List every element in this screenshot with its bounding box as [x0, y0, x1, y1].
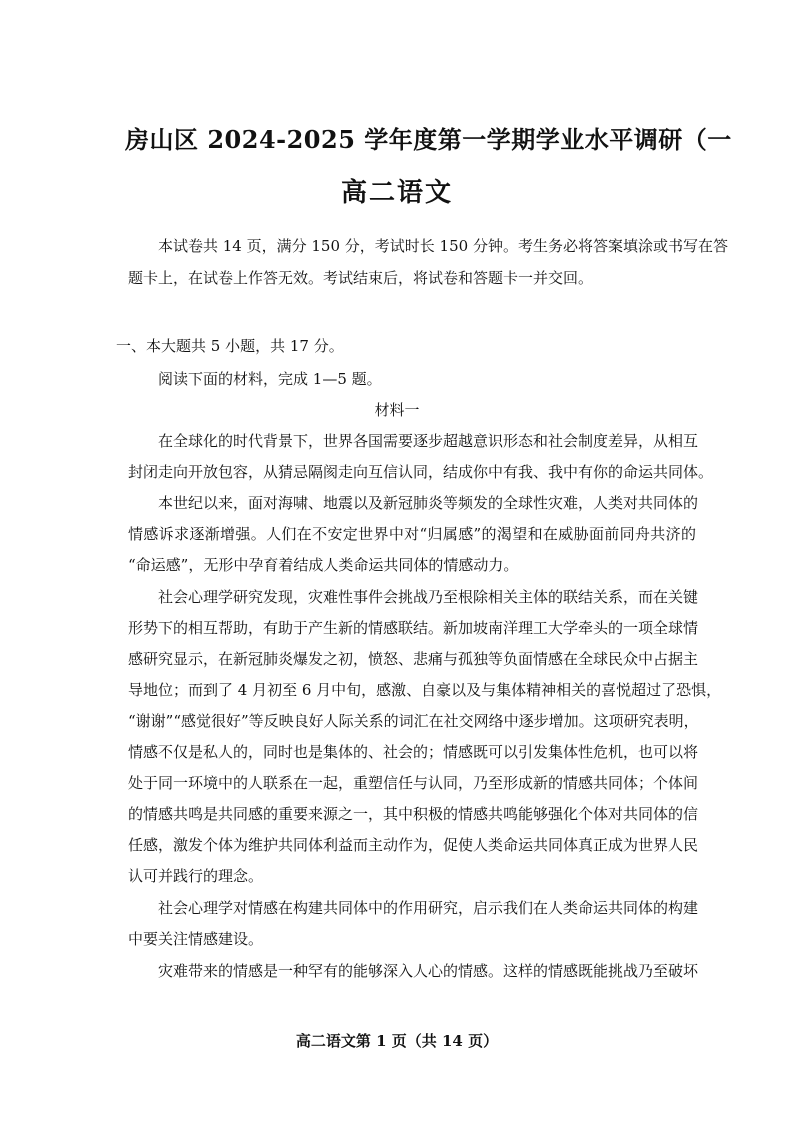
subject-title: 高二语文	[340, 178, 453, 208]
passage-line: “谢谢”“感觉很好”等反映良好人际关系的词汇在社交网络中逐步增加。这项研究表明，	[128, 712, 699, 730]
section-directive: 阅读下面的材料，完成 1—5 题。	[158, 370, 382, 388]
passage-line: 灾难带来的情感是一种罕有的能够深入人心的情感。这样的情感既能挑战乃至破坏	[158, 962, 699, 980]
page-footer: 高二语文第 1 页（共 14 页）	[295, 1032, 499, 1050]
section-heading: 一、本大题共 5 小题，共 17 分。	[116, 337, 344, 355]
passage-line: 本世纪以来，面对海啸、地震以及新冠肺炎等频发的全球性灾难，人类对共同体的	[158, 494, 699, 512]
instructions-line-2: 题卡上，在试卷上作答无效。考试结束后，将试卷和答题卡一并交回。	[128, 269, 594, 287]
passage-line: 在全球化的时代背景下，世界各国需要逐步超越意识形态和社会制度差异，从相互	[158, 432, 699, 450]
passage-line: 情感不仅是私人的，同时也是集体的、社会的；情感既可以引发集体性危机，也可以将	[128, 743, 699, 761]
material-title: 材料一	[374, 401, 420, 419]
passage-line: 社会心理学研究发现，灾难性事件会挑战乃至根除相关主体的联结关系，而在关键	[158, 588, 699, 606]
passage-line: “命运感”，无形中孕育着结成人类命运共同体的情感动力。	[128, 556, 519, 574]
passage-line: 感研究显示，在新冠肺炎爆发之初，愤怒、悲痛与孤独等负面情感在全球民众中占据主	[128, 650, 699, 668]
passage-line: 情感诉求逐渐增强。人们在不安定世界中对“归属感”的渴望和在威胁面前同舟共济的	[128, 525, 696, 543]
passage-line: 认可并践行的理念。	[128, 867, 264, 885]
passage-line: 任感，激发个体为维护共同体利益而主动作为，促使人类命运共同体真正成为世界人民	[128, 836, 699, 854]
passage-line: 形势下的相互帮助，有助于产生新的情感联结。新加坡南洋理工大学牵头的一项全球情	[128, 619, 699, 637]
exam-title: 房山区 2024-2025 学年度第一学期学业水平调研（一	[125, 125, 732, 154]
passage-line: 处于同一环境中的人联系在一起，重塑信任与认同，乃至形成新的情感共同体；个体间	[128, 774, 699, 792]
passage-line: 导地位；而到了 4 月初至 6 月中旬，感激、自豪以及与集体精神相关的喜悦超过了恐惧，	[128, 681, 722, 699]
passage-line: 中要关注情感建设。	[128, 930, 264, 948]
passage-line: 社会心理学对情感在构建共同体中的作用研究，启示我们在人类命运共同体的构建	[158, 899, 699, 917]
passage-line: 的情感共鸣是共同感的重要来源之一，其中积极的情感共鸣能够强化个体对共同体的信	[128, 805, 699, 823]
passage-line: 封闭走向开放包容，从猜忌隔阂走向互信认同，结成你中有我、我中有你的命运共同体。	[128, 463, 714, 481]
instructions-line-1: 本试卷共 14 页，满分 150 分，考试时长 150 分钟。考生务必将答案填涂或书写在答	[158, 237, 728, 255]
